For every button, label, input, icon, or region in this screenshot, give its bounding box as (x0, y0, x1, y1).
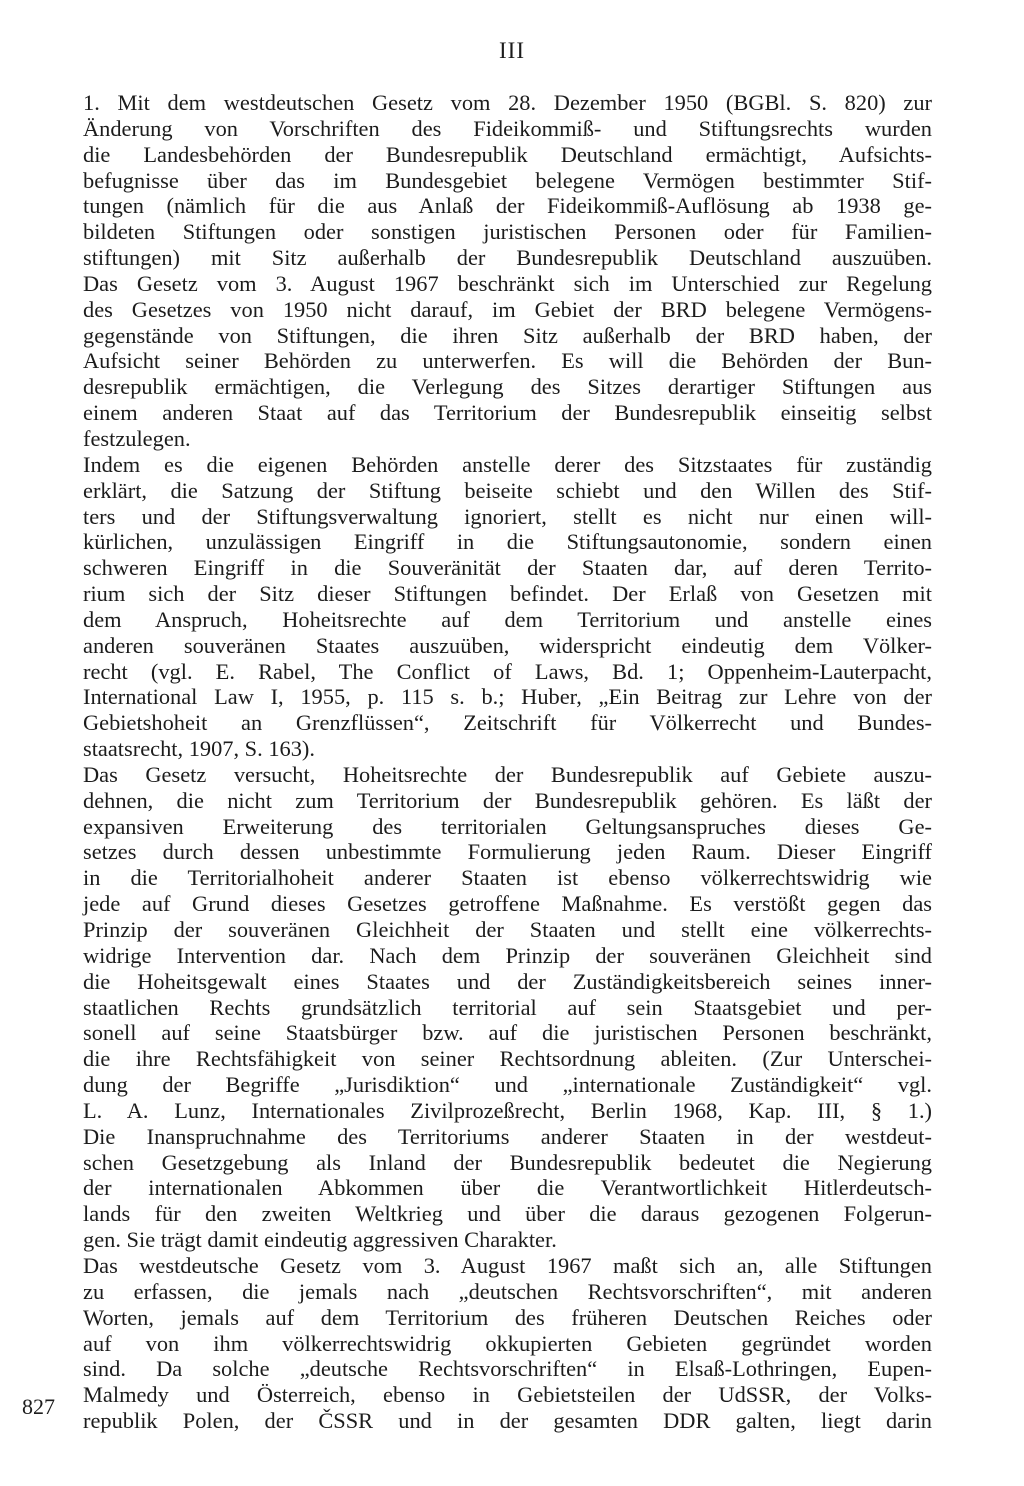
text-line: Worten, jemals auf dem Territorium des früheren Deutschen Reiches oder (83, 1304, 932, 1330)
text-line: Das Gesetz vom 3. August 1967 beschränkt sich im Unterschied zur Regelung (83, 270, 932, 296)
text-line: Aufsicht seiner Behörden zu unterwerfen. Es will die Behörden der Bun- (83, 348, 932, 374)
text-line: dehnen, die nicht zum Territorium der Bundesrepublik gehören. Es läßt der (83, 787, 932, 813)
text-line: festzulegen. (83, 425, 191, 451)
page-header-section-number: III (499, 38, 525, 63)
text-line: Malmedy und Österreich, ebenso in Gebietsteilen der UdSSR, der Volks- (83, 1382, 932, 1408)
text-line: recht (vgl. E. Rabel, The Conflict of Laws, Bd. 1; Oppenheim-Lauterpacht, (83, 658, 932, 684)
text-line: befugnisse über das im Bundesgebiet belegene Vermögen bestimmter Stif- (83, 167, 932, 193)
text-line: desrepublik ermächtigen, die Verlegung des Sitzes derartiger Stiftungen aus (83, 374, 932, 400)
text-line: Prinzip der souveränen Gleichheit der Staaten und stellt eine völkerrechts- (83, 917, 932, 942)
page-number: 827 (22, 1394, 55, 1419)
text-line: auf von ihm völkerrechtswidrig okkupierten Gebieten gegründet worden (83, 1330, 932, 1356)
text-line: widrige Intervention dar. Nach dem Prinzip der souveränen Gleichheit sind (83, 942, 932, 968)
text-line: der internationalen Abkommen über die Verantwortlichkeit Hitlerdeutsch- (83, 1175, 932, 1201)
text-line: L. A. Lunz, Internationales Zivilprozeßrecht, Berlin 1968, Kap. III, § 1.) (83, 1097, 932, 1123)
text-line: einem anderen Staat auf das Territorium der Bundesrepublik einseitig selbst (83, 400, 932, 426)
text-line: staatlichen Rechts grundsätzlich territorial auf sein Staatsgebiet und per- (83, 994, 932, 1020)
text-line: sind. Da solche „deutsche Rechtsvorschriften“ in Elsaß-Lothringen, Eupen- (83, 1356, 932, 1382)
text-line: jede auf Grund dieses Gesetzes getroffene Maßnahme. Es verstößt gegen das (83, 891, 932, 917)
text-line: die Hoheitsgewalt eines Staates und der Zuständigkeitsbereich seines inner- (83, 968, 932, 994)
document-body-text (83, 90, 932, 1434)
text-line: gen. Sie trägt damit eindeutig aggressiven Charakter. (83, 1227, 557, 1253)
text-line: schen Gesetzgebung als Inland der Bundesrepublik bedeutet die Negierung (83, 1149, 932, 1175)
text-line: des Gesetzes von 1950 nicht darauf, im Gebiet der BRD belegene Vermögens- (83, 296, 932, 322)
text-line: dung der Begriffe „Jurisdiktion“ und „internationale Zuständigkeit“ vgl. (83, 1072, 932, 1098)
text-line: erklärt, die Satzung der Stiftung beiseite schiebt und den Willen des Stif- (83, 477, 932, 503)
text-line: rium sich der Sitz dieser Stiftungen befindet. Der Erlaß von Gesetzen mit (83, 581, 932, 607)
text-line: expansiven Erweiterung des territorialen Geltungsanspruches dieses Ge- (83, 813, 932, 839)
text-line: International Law I, 1955, p. 115 s. b.; Huber, „Ein Beitrag zur Lehre von der (83, 684, 932, 710)
text-line: setzes durch dessen unbestimmte Formulierung jeden Raum. Dieser Eingriff (83, 839, 932, 865)
text-line: Gebietshoheit an Grenzflüssen“, Zeitschrift für Völkerrecht und Bundes- (83, 710, 932, 736)
text-line: Indem es die eigenen Behörden anstelle derer des Sitzstaates für zuständig (83, 451, 932, 477)
text-line: Das Gesetz versucht, Hoheitsrechte der Bundesrepublik auf Gebiete auszu- (83, 761, 932, 787)
text-line: die ihre Rechtsfähigkeit von seiner Rechtsordnung ableiten. (Zur Unterschei- (83, 1046, 932, 1072)
text-line: sonell auf seine Staatsbürger bzw. auf die juristischen Personen beschränkt, (83, 1020, 932, 1046)
text-line: 1. Mit dem westdeutschen Gesetz vom 28. Dezember 1950 (BGBl. S. 820) zur (83, 90, 932, 115)
text-line: stiftungen) mit Sitz außerhalb der Bundesrepublik Deutschland auszuüben. (83, 245, 932, 271)
text-line: staatsrecht, 1907, S. 163). (83, 736, 315, 762)
text-line: gegenstände von Stiftungen, die ihren Sitz außerhalb der BRD haben, der (83, 322, 932, 348)
text-line: dem Anspruch, Hoheitsrechte auf dem Territorium und anstelle eines (83, 606, 932, 632)
text-line: ters und der Stiftungsverwaltung ignoriert, stellt es nicht nur einen will- (83, 503, 932, 529)
text-line: lands für den zweiten Weltkrieg und über die daraus gezogenen Folgerun- (83, 1201, 932, 1227)
text-line: Änderung von Vorschriften des Fideikommiß- und Stiftungsrechts wurden (83, 115, 932, 141)
text-line: kürlichen, unzulässigen Eingriff in die Stiftungsautonomie, sondern einen (83, 529, 932, 555)
text-line: zu erfassen, die jemals nach „deutschen Rechtsvorschriften“, mit anderen (83, 1278, 932, 1304)
text-line: republik Polen, der ČSSR und in der gesamten DDR galten, liegt darin (83, 1408, 932, 1434)
text-line: anderen souveränen Staates auszuüben, widerspricht eindeutig dem Völker- (83, 632, 932, 658)
text-line: Die Inanspruchnahme des Territoriums anderer Staaten in der westdeut- (83, 1123, 932, 1149)
text-line: schweren Eingriff in die Souveränität der Staaten dar, auf deren Territo- (83, 555, 932, 581)
text-line: tungen (nämlich für die aus Anlaß der Fideikommiß-Auflösung ab 1938 ge- (83, 193, 932, 219)
text-line: in die Territorialhoheit anderer Staaten ist ebenso völkerrechtswidrig wie (83, 865, 932, 891)
text-line: Das westdeutsche Gesetz vom 3. August 1967 maßt sich an, alle Stiftungen (83, 1252, 932, 1278)
text-line: die Landesbehörden der Bundesrepublik Deutschland ermächtigt, Aufsichts- (83, 141, 932, 167)
text-line: bildeten Stiftungen oder sonstigen juristischen Personen oder für Familien- (83, 219, 932, 245)
